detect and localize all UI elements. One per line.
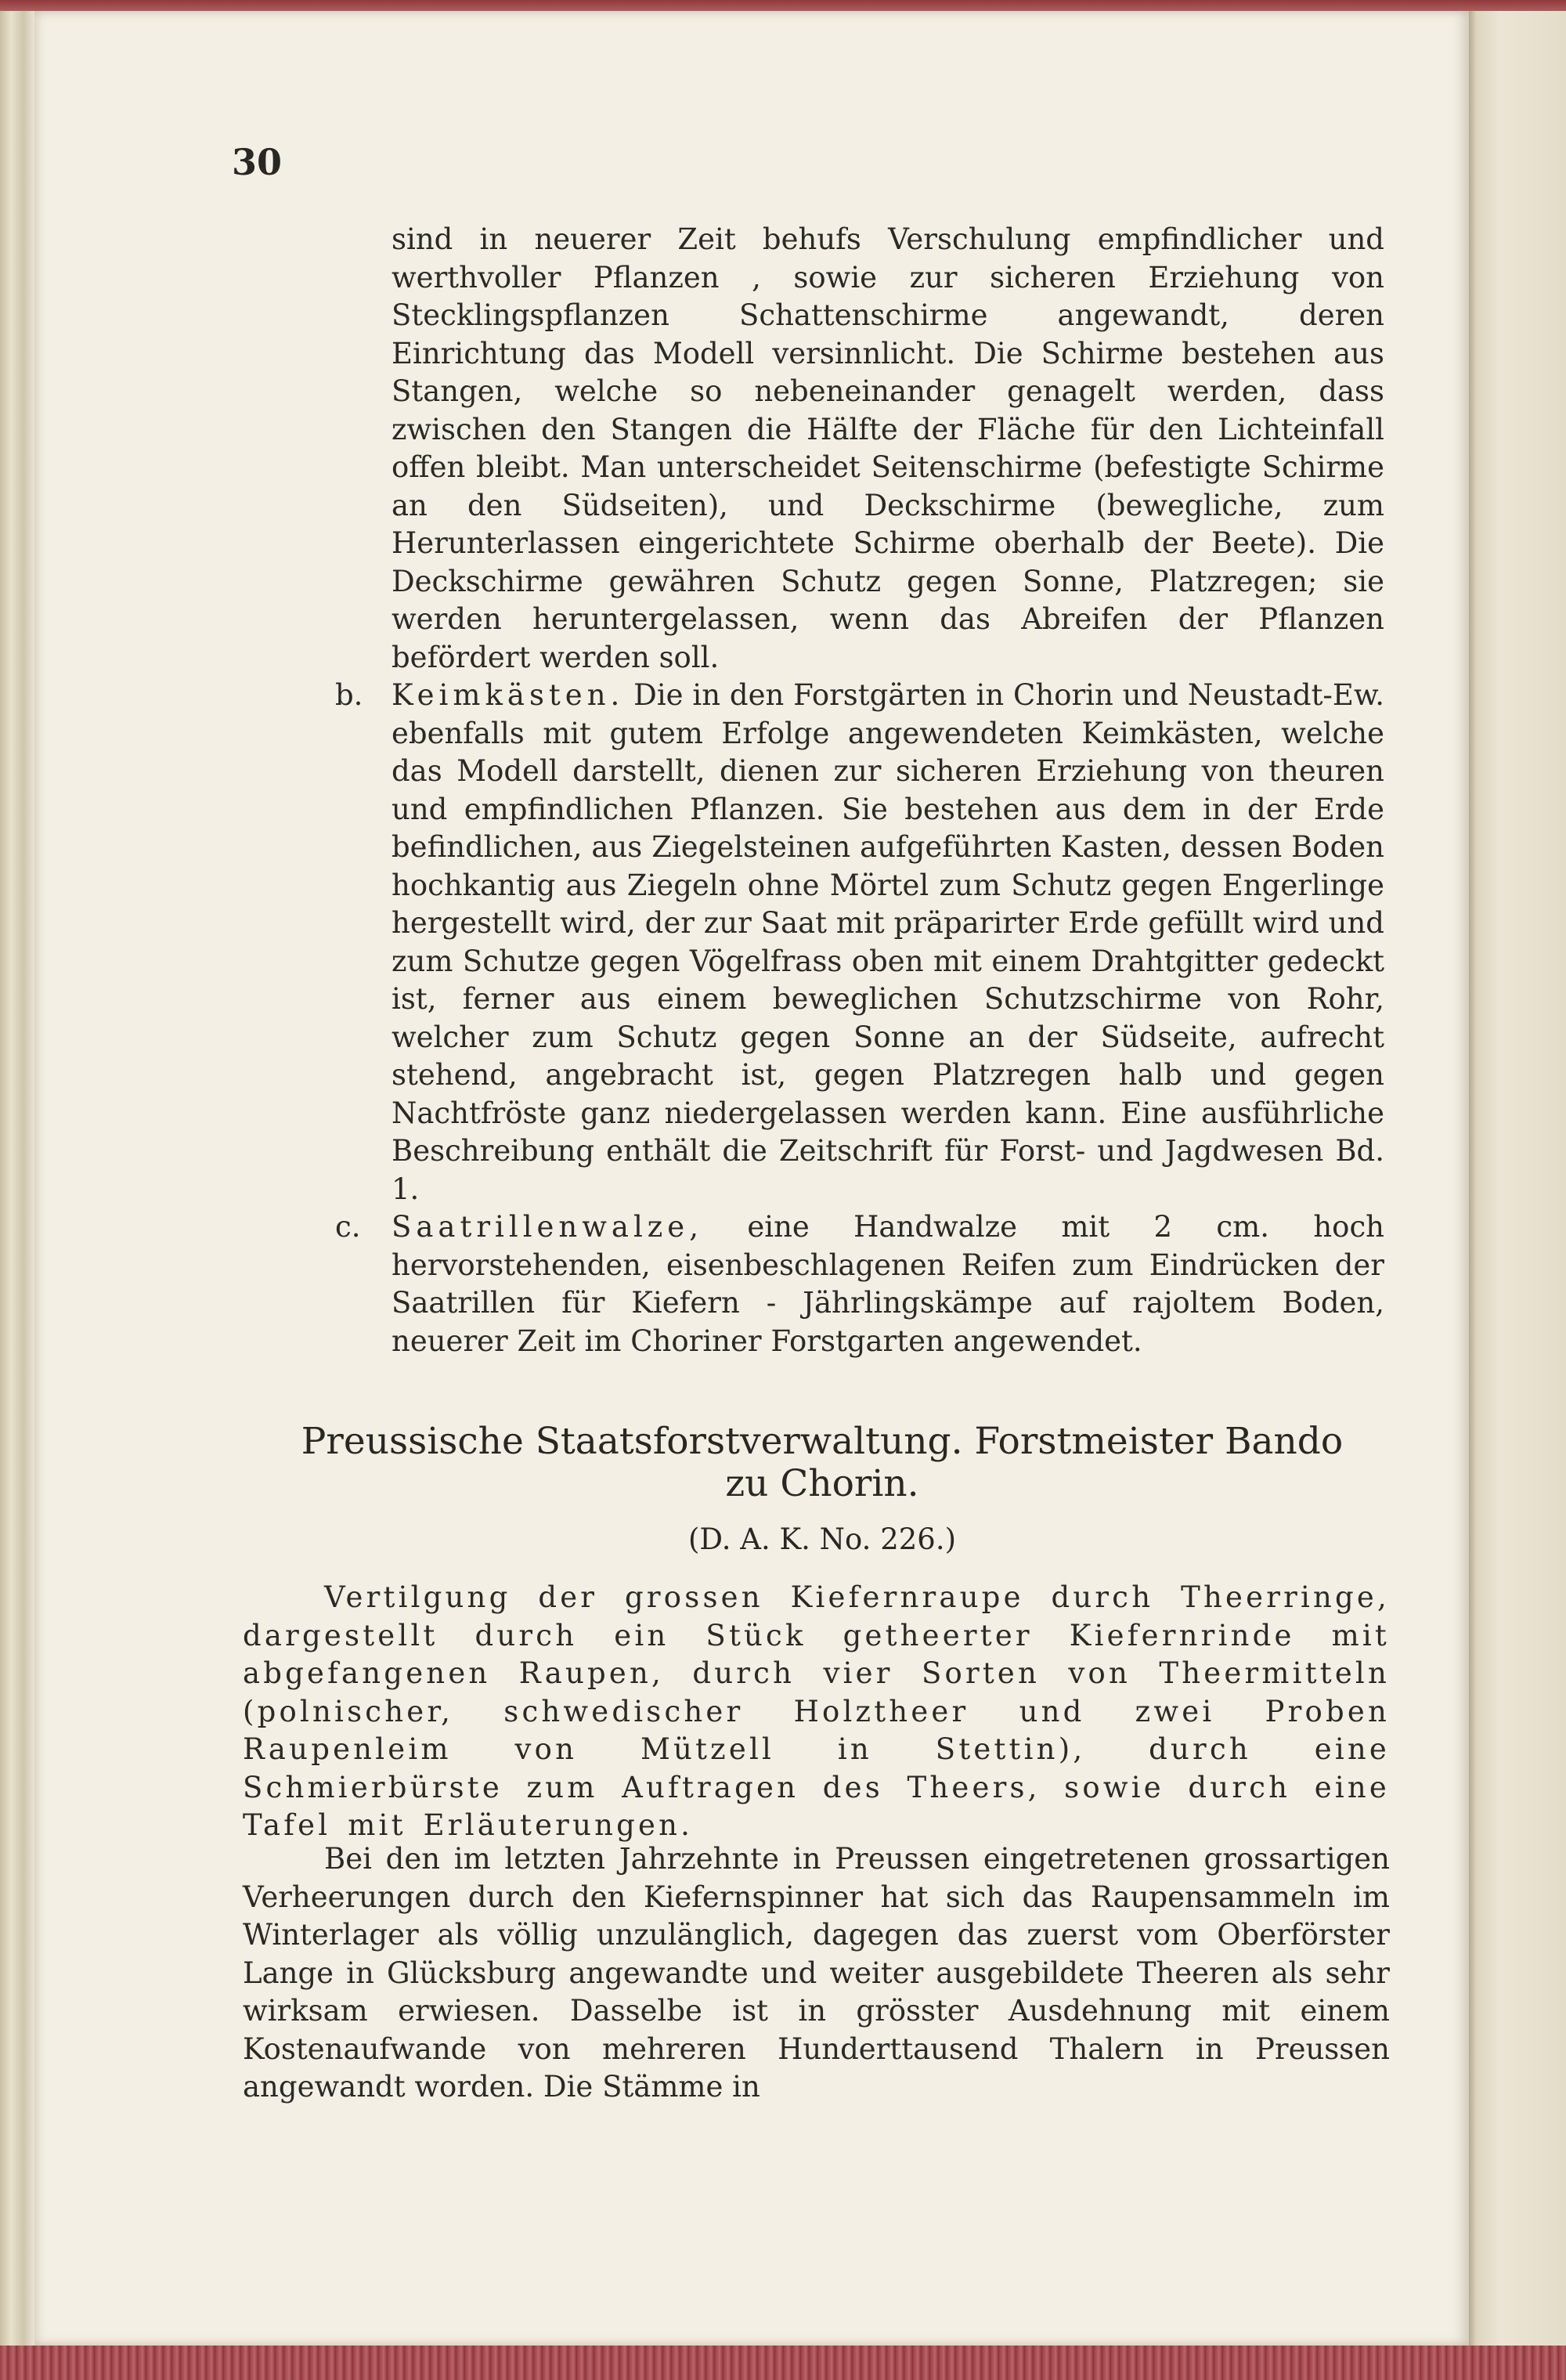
item-text: sind in neuerer Zeit behufs Verschulung empfindlicher und werthvoller Pflanzen , sowie zur sicheren Erziehung von Stecklingspflanzen Schattenschirme angewandt, deren Einrichtung das Modell versinnlicht. Die Schirme bestehen aus Stangen, welche so nebeneinander genagelt werden, dass zwischen den Stangen die Hälfte der Fläche für den Lichteinfall offen bleibt. Man unterscheidet Seitenschirme (befestigte Schirme an den Südseiten), und Deckschirme (bewegliche, zum Herunterlassen eingerichtete Schirme oberhalb der Beete). Die Deckschirme gewähren Schutz gegen Sonne, Platzregen; sie werden heruntergelassen, wenn das Abreifen der Pflanzen befördert werden soll. — [392, 222, 1384, 674]
item-label: Saatrillenwalze, — [392, 1210, 703, 1244]
page-number: 30 — [232, 141, 283, 183]
heading-line-2: zu Chorin. — [725, 1462, 919, 1505]
exhibit-description-text: Vertilgung der grossen Kiefernraupe durch Theerringe, dargestellt durch ein Stück getheerter Kiefernrinde mit abgefangenen Raupen, durch vier Sorten von Theermitteln (polnischer, schwedischer Holztheer und zwei Proben Raupenleim von Mützell in Stettin), durch eine Schmierbürste zum Auftragen des Theers, sowie durch eine Tafel mit Erläuterungen. — [243, 1580, 1390, 1842]
item-label: Keimkästen. — [392, 678, 625, 712]
body-paragraph-text: Bei den im letzten Jahrzehnte in Preussen eingetretenen grossartigen Verheerungen durch den Kiefernspinner hat sich das Raupensammeln im Winterlager als völlig unzulänglich, dagegen das zuerst vom Oberförster Lange in Glücksburg angewandte und weiter ausgebildete Theeren als sehr wirksam erwiesen. Dasselbe ist in grösster Ausdehnung mit einem Kostenaufwande von mehreren Hunderttausend Thalern in Preussen angewandt worden. Die Stämme in — [243, 1842, 1390, 2104]
body-paragraph — [243, 1840, 1390, 2107]
list-item — [392, 221, 1384, 677]
item-text: eine Handwalze mit 2 cm. hoch hervorstehenden, eisenbeschlagenen Reifen zum Eindrücken der Saatrillen für Kiefern - Jährlingskämpe auf rajoltem Boden, neuerer Zeit im Choriner Forstgarten angewendet. — [392, 1210, 1384, 1358]
exhibit-description — [243, 1579, 1390, 1845]
list-item — [335, 677, 1384, 1208]
adjacent-page-edge — [1469, 11, 1566, 2346]
item-text: Die in den Forstgärten in Chorin und Neustadt-Ew. ebenfalls mit gutem Erfolge angewendeten Keimkästen, welche das Modell darstellt, dienen zur sicheren Erziehung von theuren und empfindlichen Pflanzen. Sie bestehen aus dem in der Erde befindlichen, aus Ziegelsteinen aufgeführten Kasten, dessen Boden hochkantig aus Ziegeln ohne Mörtel zum Schutz gegen Engerlinge hergestellt wird, der zur Saat mit präparirter Erde gefüllt wird und zum Schutze gegen Vögelfrass oben mit einem Drahtgitter gedeckt ist, ferner aus einem beweglichen Schutzschirme von Rohr, welcher zum Schutz gegen Sonne an der Südseite, aufrecht stehend, angebracht ist, gegen Platzregen halb und gegen Nachtfröste ganz niedergelassen werden kann. Eine ausführliche Beschreibung enthält die Zeitschrift für Forst- und Jagdwesen Bd. 1. — [392, 678, 1384, 1206]
heading-line-1: Preussische Staatsforstverwaltung. Forstmeister Bando — [301, 1420, 1344, 1463]
book-top-edge — [0, 0, 1566, 11]
item-marker: b. — [335, 678, 363, 712]
section-heading — [235, 1421, 1409, 1505]
book-bottom-edge — [0, 2346, 1566, 2380]
list-item — [335, 1208, 1384, 1360]
catalog-reference: (D. A. K. No. 226.) — [687, 1522, 957, 1556]
item-list — [335, 221, 1384, 1360]
item-marker: c. — [335, 1210, 361, 1244]
